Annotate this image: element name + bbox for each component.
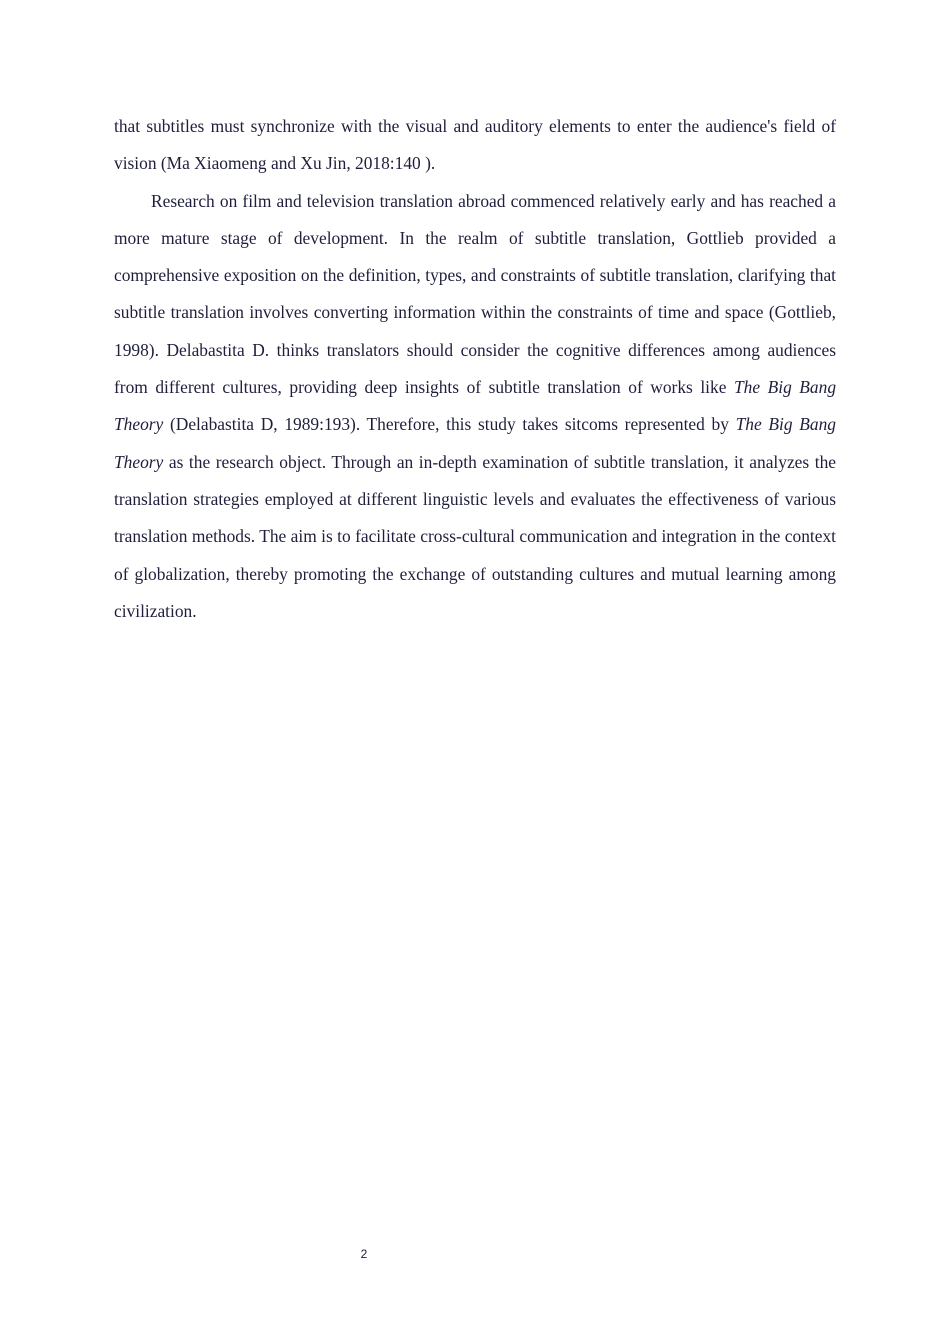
paragraph-continuation <box>114 108 836 183</box>
page-number: 2 <box>360 1247 368 1261</box>
paragraph-2-text-part-3: as the research object. Through an in-depth examination of subtitle translation, it analyzes the translation strategies employed at different linguistic levels and evaluates the effectiveness of various translation methods. The aim is to facilitate cross-cultural communication and integration in the context of globalization, thereby promoting the exchange of outstanding cultures and mutual learning among civilization. <box>114 451 836 621</box>
paragraph-2-text-part-2: (Delabastita D, 1989:193). Therefore, this study takes sitcoms represented by <box>163 414 736 435</box>
paragraph-2-text-part-1: Research on film and television translation abroad commenced relatively early and has reached a more mature stage of development. In the realm of subtitle translation, Gottlieb provided a comprehensive exposition on the definition, types, and constraints of subtitle translation, clarifying that subtitle translation involves converting information within the constraints of time and space (Gottlieb, 1998). Delabastita D. thinks translators should consider the cognitive differences among audiences from different cultures, providing deep insights of subtitle translation of works like <box>114 190 836 398</box>
work-title-italic: The Big Bang Theory <box>114 377 837 435</box>
paragraph-1-text: that subtitles must synchronize with the visual and auditory elements to enter the audience's field of vision (Ma Xiaomeng and Xu Jin, 2018:140 ). <box>114 116 836 174</box>
body-text <box>114 108 836 630</box>
paragraph-research-background <box>114 183 836 631</box>
work-title-italic: The Big Bang Theory <box>114 414 837 472</box>
